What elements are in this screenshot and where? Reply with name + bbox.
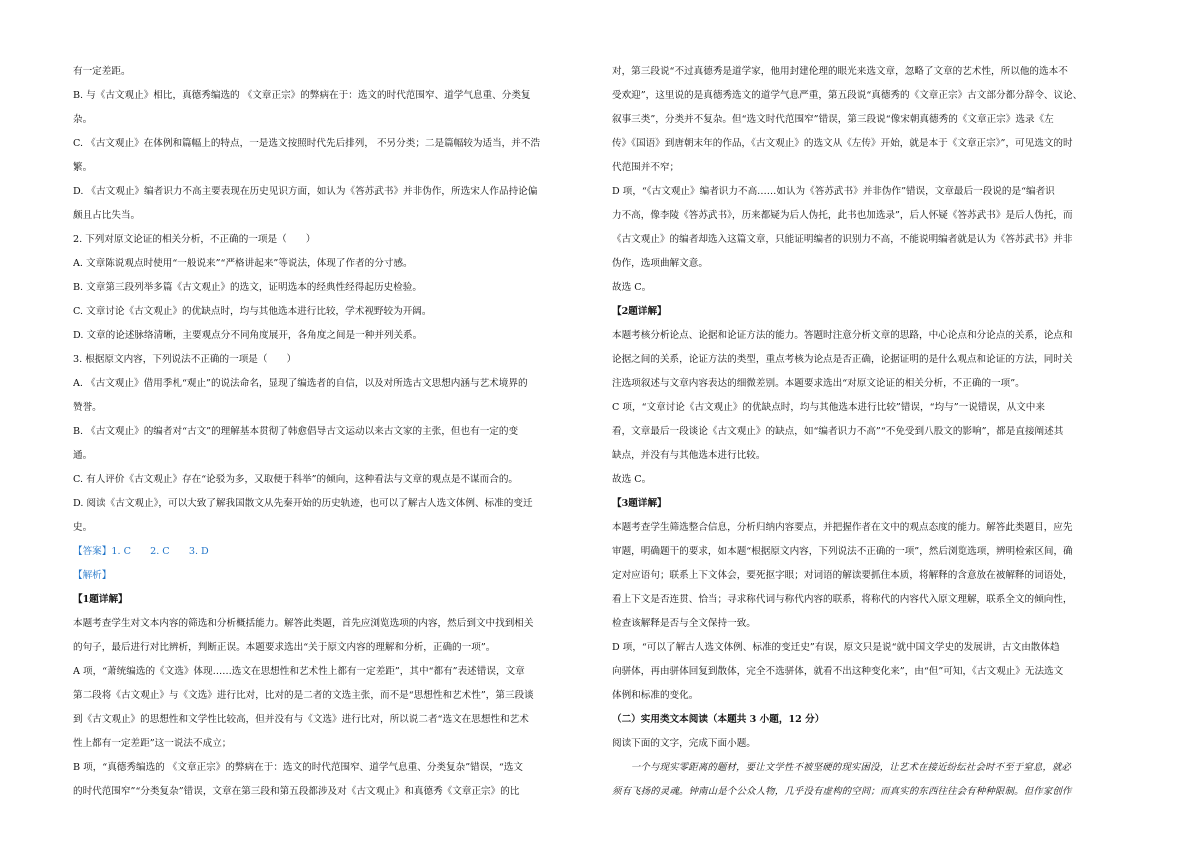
section-heading: （二）实用类文本阅读（本题共 3 小题，12 分）	[612, 714, 825, 725]
text-line: 看上下文是否连贯、恰当；寻求称代词与称代内容的联系，将称代的内容代入原文理解，联系全文的倾向性，	[612, 594, 1073, 605]
text-line: D 项，“可以了解古人选文体例、标准的变迁史”有误，原文只是说“就中国文学史的发展讲，古文由散体趋	[612, 642, 1060, 653]
text-line: B 项，“真德秀编选的 《文章正宗》的弊病在于：选文的时代范围窄、道学气息重、分类复杂”错误，“选文	[73, 762, 523, 773]
text-line: 受欢迎”，这里说的是真德秀选文的道学气息严重，第五段说“真德秀的《文章正宗》古文部分都分辞令、议论、	[612, 90, 1083, 101]
passage-line: 须有飞扬的灵魂。钟南山是个公众人物，几乎没有虚构的空间；而真实的东西往往会有种种限制。但作家创作	[612, 786, 1072, 797]
option-line: C. 《古文观止》在体例和篇幅上的特点，一是选文按照时代先后排列， 不另分类；二是篇幅较为适当，并不浩	[73, 138, 541, 149]
conclusion-line: 故选 C。	[612, 282, 652, 293]
text-line: 杂。	[73, 114, 93, 125]
option-line: C. 文章讨论《古文观止》的优缺点时，均与其他选本进行比较，学术视野较为开阔。	[73, 306, 432, 317]
question-2: 2. 下列对原文论证的相关分析，不正确的一项是（ ）	[73, 234, 316, 245]
text-line: 定对应语句；联系上下文体会，要死抠字眼；对词语的解读要抓住本质，将解释的含意放在被解释的词语处，	[612, 570, 1073, 581]
text-line: C 项，“文章讨论《古文观止》的优缺点时，均与其他选本进行比较”错误，“均与”一说错误，从文中来	[612, 402, 1045, 413]
answer-line: 【答案】1. C 2. C 3. D	[73, 546, 209, 557]
text-line: A 项，“萧统编选的《文选》体现……选文在思想性和艺术性上都有一定差距”，其中“都有”表述错误，文章	[73, 666, 525, 677]
text-line: 到《古文观止》的思想性和文学性比较高，但并没有与《文选》进行比对，所以说二者“选文在思想性和艺术	[73, 714, 529, 725]
detail-heading-2: 【2题详解】	[612, 306, 667, 317]
text-line: 传》《国语》到唐朝末年的作品，《古文观止》的选文从《左传》开始，就是本于《文章正宗》”，可见选文的时	[612, 138, 1073, 149]
text-line: 史。	[73, 522, 93, 533]
text-line: D 项，“《古文观止》编者识力不高……如认为《答苏武书》并非伪作”错误，文章最后一段说的是“编者识	[612, 186, 1055, 197]
text-line: 代范围并不窄；	[612, 162, 680, 173]
text-line: 论据之间的关系，论证方法的类型，重点考核为论点是否正确，论据证明的是什么观点和论证的方法，同时关	[612, 354, 1073, 365]
text-line: 的句子，最后进行对比辨析，判断正误。本题要求选出“关于原文内容的理解和分析，正确的一项”。	[73, 642, 496, 653]
option-line: A. 《古文观止》借用季札“观止”的说法命名，显现了编选者的自信，以及对所选古文思想内涵与艺术境界的	[73, 378, 528, 389]
text-line: 对，第三段说“不过真德秀是道学家，他用封建伦理的眼光来选文章，忽略了文章的艺术性，所以他的选本不	[612, 66, 1068, 77]
text-line: 《古文观止》的编者却选入这篇文章，只能证明编者的识别力不高，不能说明编者就是认为《答苏武书》并非	[612, 234, 1073, 245]
instruction-line: 阅读下面的文字，完成下面小题。	[612, 738, 756, 749]
analysis-heading: 【解析】	[73, 570, 112, 581]
text-line: 本题考查学生对文本内容的筛选和分析概括能力。解答此类题，首先应浏览选项的内容，然后到文中找到相关	[73, 618, 534, 629]
option-line: C. 有人评价《古文观止》存在“论驳为多，又取便于科举”的倾向，这种看法与文章的观点是不谋而合的。	[73, 474, 519, 485]
conclusion-line: 故选 C。	[612, 474, 652, 485]
text-line: 本题考核分析论点、论据和论证方法的能力。答题时注意分析文章的思路，中心论点和分论点的关系，论点和	[612, 330, 1073, 341]
text-line: 第二段将《古文观止》与《文选》进行比对，比对的是二者的文选主张，而不是“思想性和艺术性”，第三段谈	[73, 690, 534, 701]
text-line: 繁。	[73, 162, 93, 173]
text-line: 性上都有一定差距”这一说法不成立；	[73, 738, 232, 749]
passage-line: 一个与现实零距离的题材，要让文学性不被坚硬的现实困没，让艺术在接近纷纭社会时不至于窒息，就必	[630, 762, 1072, 773]
text-line: 的时代范围窄”“分类复杂”错误，文章在第三段和第五段都涉及对《古文观止》和真德秀《文章正宗》的比	[73, 786, 520, 797]
text-line: 伪作，选项曲解文意。	[612, 258, 708, 269]
text-line: 注选项叙述与文章内容表达的细微差别。本题要求选出“对原文论证的相关分析，不正确的一项”。	[612, 378, 1025, 389]
text-line: 检查该解释是否与全文保持一致。	[612, 618, 756, 629]
text-line: 赞誉。	[73, 402, 102, 413]
detail-heading-1: 【1题详解】	[73, 594, 128, 605]
text-line: 力不高，像李陵《答苏武书》，历来都疑为后人伪托，此书也加选录”，后人怀疑《答苏武书》是后人伪托，而	[612, 210, 1073, 221]
right-column	[612, 60, 1132, 804]
option-line: D. 《古文观止》编者识力不高主要表现在历史见识方面，如认为《答苏武书》并非伪作，所选宋人作品持论偏	[73, 186, 538, 197]
option-line: B. 《古文观止》的编者对“古文”的理解基本贯彻了韩愈倡导古文运动以来古文家的主张，但也有一定的变	[73, 426, 519, 437]
text-line: 体例和标准的变化。	[612, 690, 699, 701]
text-line: 通。	[73, 450, 93, 461]
left-column	[73, 60, 593, 804]
option-line: B. 文章第三段列举多篇《古文观止》的选文，证明选本的经典性经得起历史检验。	[73, 282, 422, 293]
text-line: 本题考查学生筛选整合信息，分析归纳内容要点，并把握作者在文中的观点态度的能力。解答此类题目，应先	[612, 522, 1073, 533]
text-line: 有一定差距。	[73, 66, 131, 77]
detail-heading-3: 【3题详解】	[612, 498, 667, 509]
question-3: 3. 根据原文内容，下列说法不正确的一项是（ ）	[73, 354, 297, 365]
text-line: 审题，明确题干的要求，如本题“根据原文内容，下列说法不正确的一项”，然后浏览选项，辨明检索区间，确	[612, 546, 1073, 557]
option-line: D. 阅读《古文观止》，可以大致了解我国散文从先秦开始的历史轨迹，也可以了解古人选文体例、标准的变迁	[73, 498, 533, 509]
option-line: A. 文章陈说观点时使用“一般说来”“严格讲起来”等说法，体现了作者的分寸感。	[73, 258, 413, 269]
text-line: 缺点，并没有与其他选本进行比较。	[612, 450, 766, 461]
text-line: 叙事三类”，分类并不复杂。但“选文时代范围窄”错误，第三段说“像宋朝真德秀的《文章正宗》选录《左	[612, 114, 1054, 125]
option-line: D. 文章的论述脉络清晰，主要观点分不同角度展开，各角度之间是一种并列关系。	[73, 330, 423, 341]
text-line: 颇且占比失当。	[73, 210, 141, 221]
text-line: 向骈体，再由骈体回复到散体，完全不选骈体，就看不出这种变化来”，由“但”可知，《古文观止》无法选文	[612, 666, 1064, 677]
text-line: 看，文章最后一段谈论《古文观止》的缺点，如“编者识力不高”“不免受到八股文的影响”，都是直接阐述其	[612, 426, 1064, 437]
option-line: B. 与《古文观止》相比，真德秀编选的 《文章正宗》的弊病在于：选文的时代范围窄、道学气息重、分类复	[73, 90, 531, 101]
